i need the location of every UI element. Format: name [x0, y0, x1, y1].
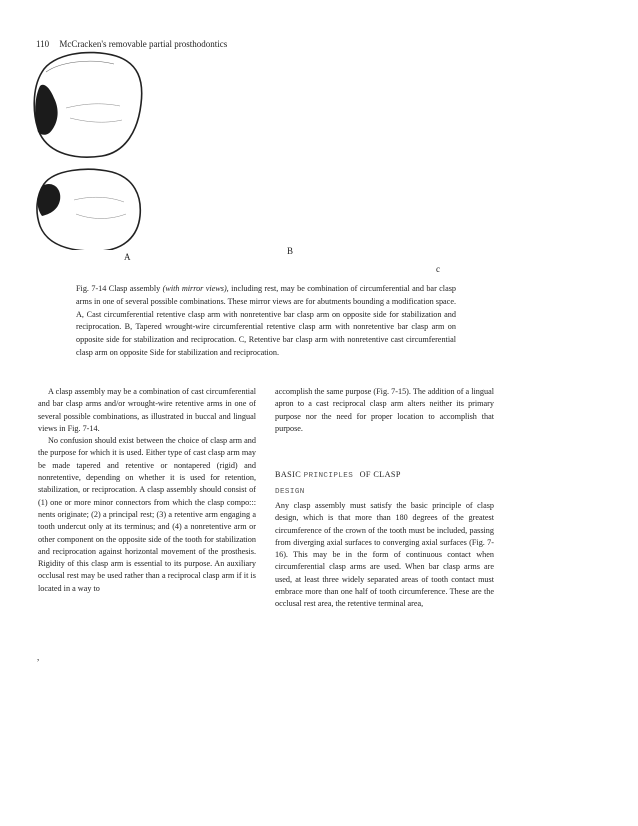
right-column-bottom [275, 500, 494, 611]
heading-design: DESIGN [275, 487, 305, 496]
left-column [38, 386, 256, 595]
caption-body: including rest, may be combination of circumferential and bar clasp arms in one of several possible combinations. These mirror views are for abutments bounding a modification space. A, Cast circumferential retentive clasp arm with nonretentive bar clasp arm on opposite side for stabilization and reciprocation. B, Tapered wrought-wire circumferential retentive clasp arm with nonretentive bar clasp arm on opposite side for stabilization and reciprocation. C, Retentive bar clasp arm with nonretentive cast circumferential clasp arm on opposite Side for stabilization and reciprocation. [76, 284, 456, 357]
clasp-arm-dark-upper [35, 85, 57, 135]
section-heading [275, 468, 475, 499]
right-column-top [275, 386, 494, 435]
figure-label-b: B [287, 246, 294, 256]
stray-mark: , [37, 652, 40, 662]
page-number: 110 [36, 39, 50, 49]
right-paragraph-2: Any clasp assembly must satisfy the basic principle of clasp design, which is that more than 180 degrees of the greatest circumference of the crown of the tooth must be included, passing from diverging axial surfaces to converging axial surfaces (Fig. 7-16). This may be in the form of continuous contact when circumferential clasp arms are used. When bar clasp arms are used, at least three widely separated areas of tooth contact must embrace more than one half of tooth circumference. These are the occlusal rest area, the retentive terminal area, [275, 501, 494, 609]
left-paragraph-1: A clasp assembly may be a combination of cast circumferential and bar clasp arms and/or wrought-wire retentive arms in one of several possible combinations, as illustrated in buccal and lingual views in Fig. 7-14. [38, 387, 256, 433]
figure-caption [76, 283, 456, 360]
caption-italic: (with mirror views), [162, 284, 229, 293]
clasp-arm-dark-lower [38, 184, 61, 216]
tooth-figure [30, 50, 150, 250]
heading-basic: BASIC [275, 470, 302, 479]
figure-label-a: A [124, 252, 131, 262]
running-header [36, 39, 227, 49]
caption-fig-label: Fig. 7-14 Clasp assembly [76, 284, 161, 293]
heading-of-clasp: OF CLASP [359, 470, 401, 479]
running-title: McCracken's removable partial prosthodontics [59, 39, 228, 49]
left-paragraph-2: No confusion should exist between the choice of clasp arm and the purpose for which it is used. Either type of cast clasp arm may be made tapered and retentive or nontapered (rigid) and nonretentive, depending on whether it is used for retention, stabilization, or reciprocation. A clasp assembly should consist of (1) one or more minor connectors from which the clasp compo::: nents originate; (2) a principal rest; (3) a retentive arm engaging a tooth undercut only at its terminus; and (4) a nonretentive arm or other component on the opposite side of the tooth for stabilization and reciprocation against horizontal movement of the prosthesis. Rigidity of this clasp arm is essential to its purpose. An auxiliary occlusal rest may be used rather than a reciprocal clasp arm if it is located in a way to [38, 436, 256, 593]
figure-label-c: c [436, 264, 440, 274]
right-paragraph-1: accomplish the same purpose (Fig. 7-15). The addition of a lingual apron to a cast reciprocal clasp arm alters neither its primary purpose nor the need for proper location to accomplish that purpose. [275, 387, 494, 433]
heading-principles: PRINCIPLES [303, 472, 354, 480]
